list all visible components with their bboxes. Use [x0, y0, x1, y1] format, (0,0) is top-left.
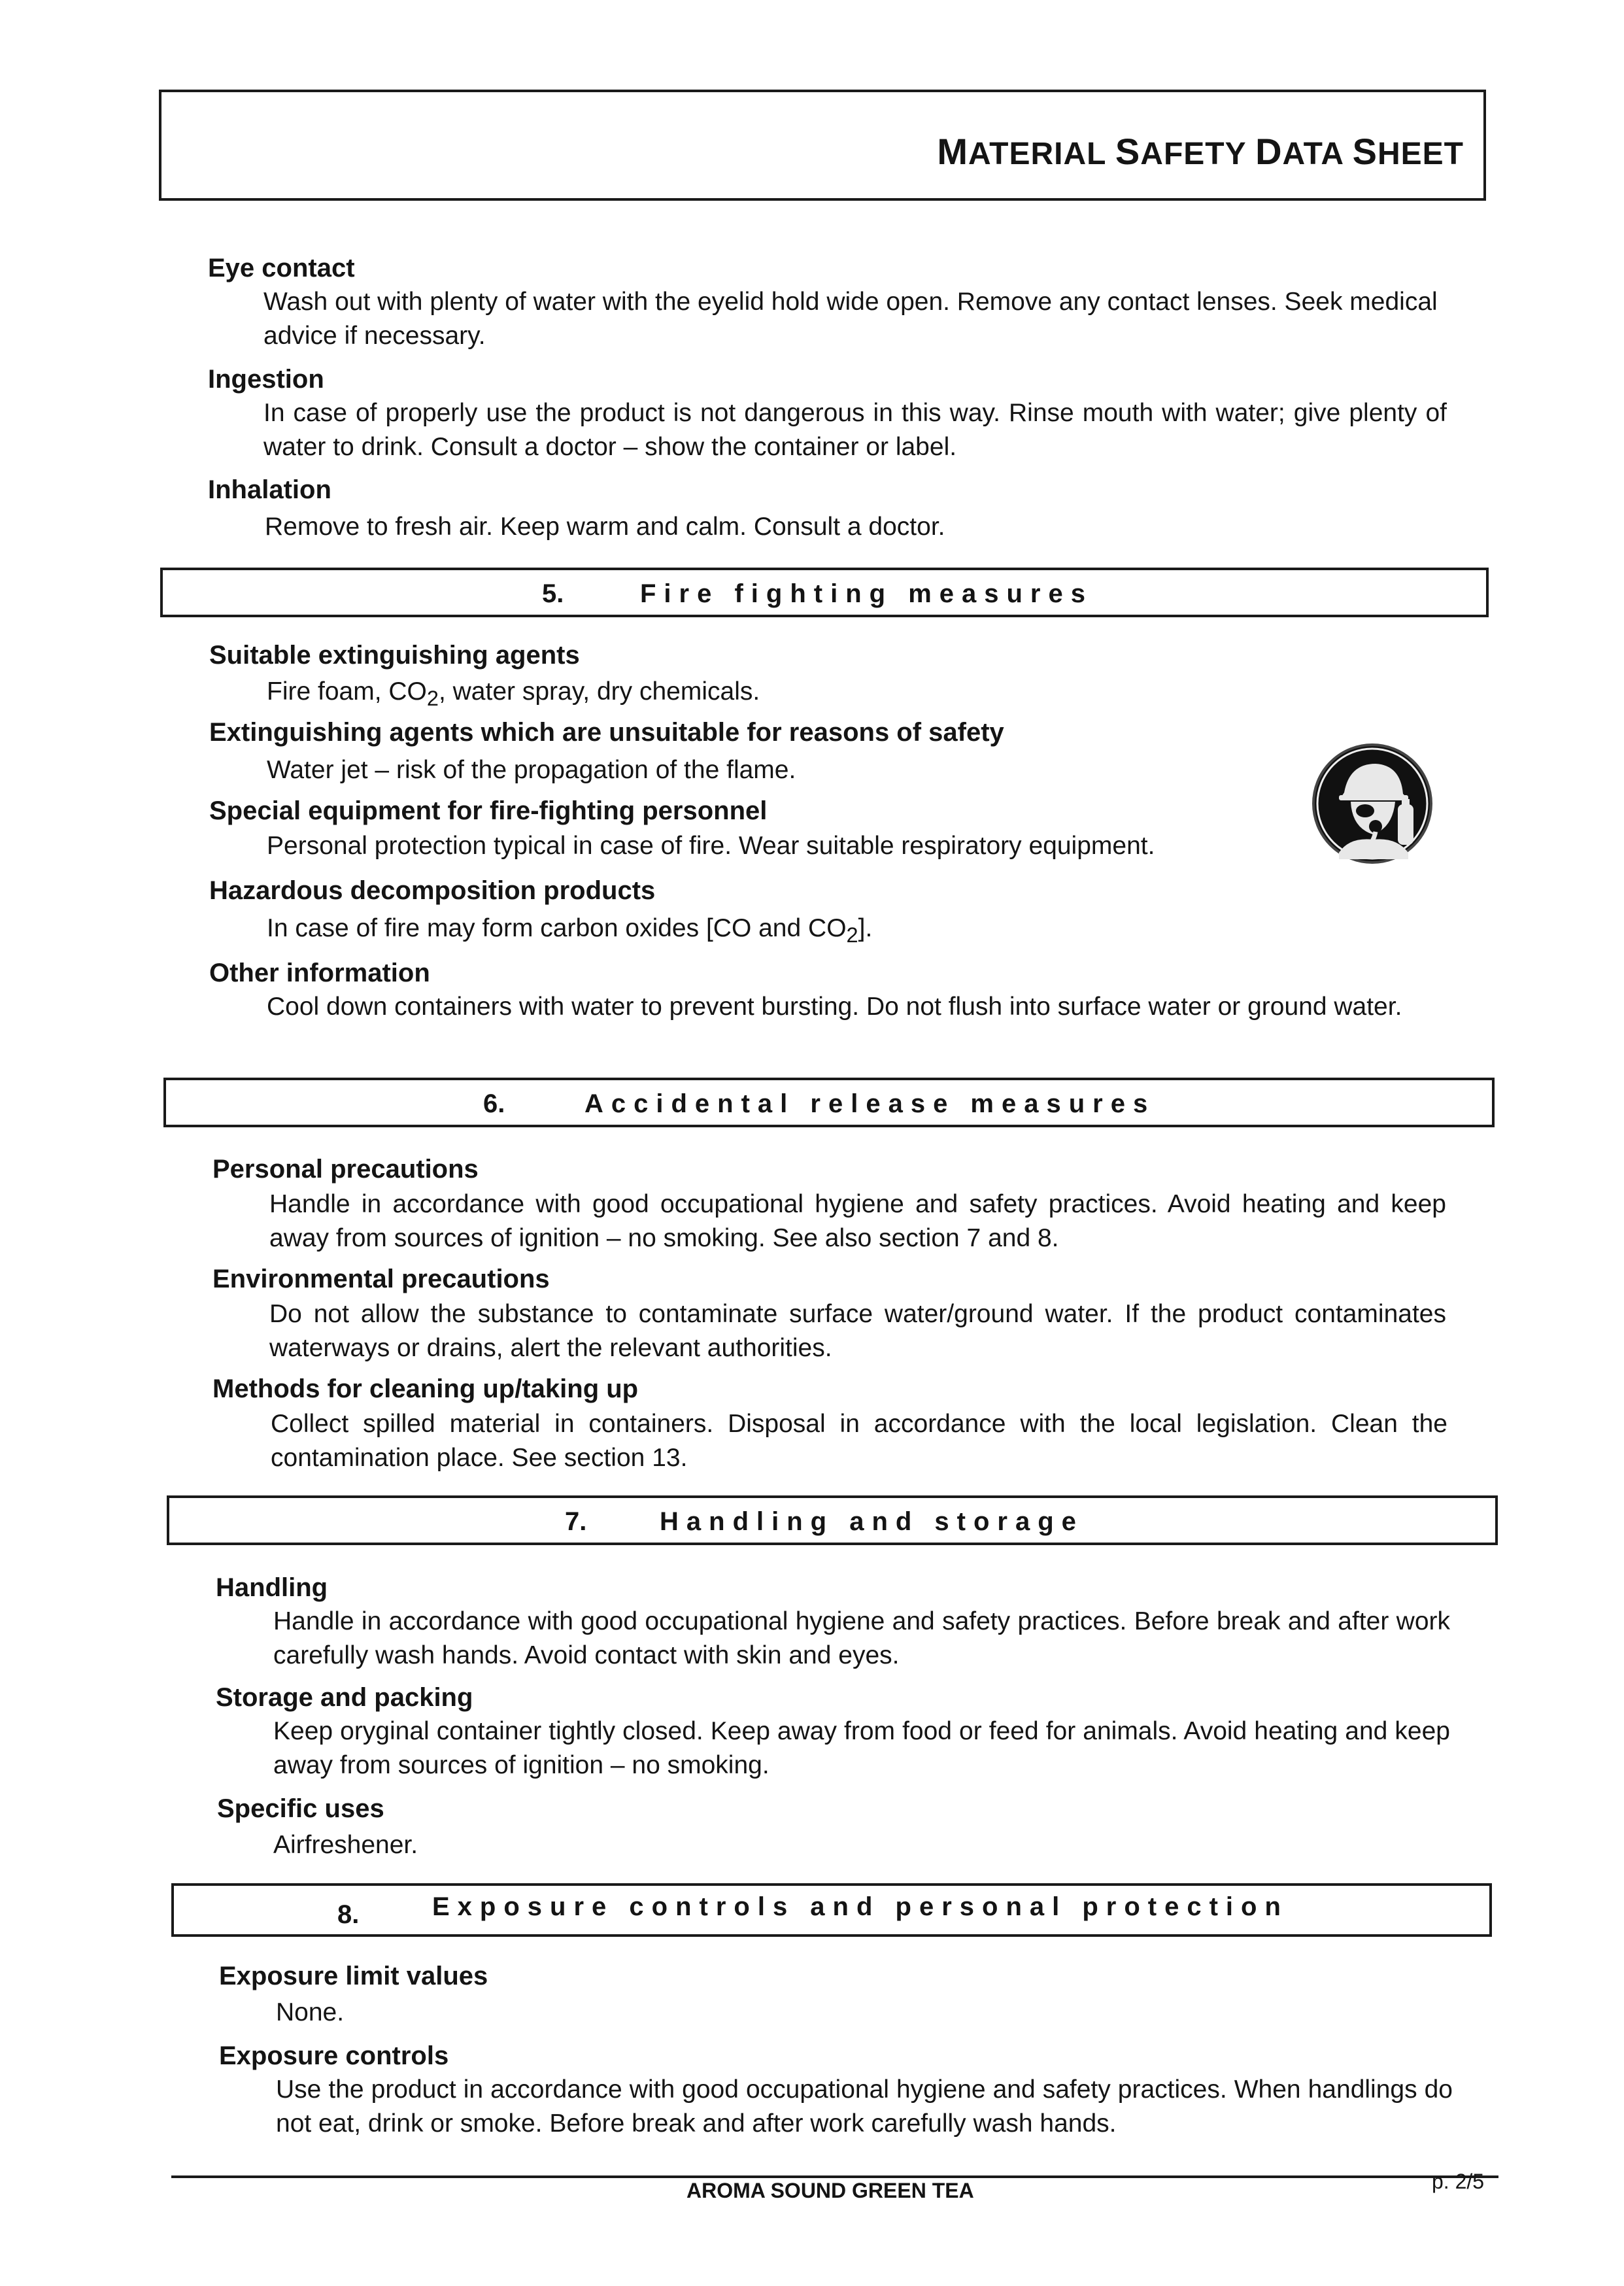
ingestion-title: Ingestion [208, 365, 324, 394]
section-5-header [160, 568, 1489, 617]
storage-packing-text: Keep oryginal container tightly closed. Keep away from food or feed for animals. Avoid heating and keep away from sources of ignition – no smoking. [273, 1717, 1450, 1779]
subscript: 2 [426, 686, 439, 710]
specific-uses-title: Specific uses [217, 1794, 384, 1823]
title-part: D [1255, 131, 1283, 172]
special-equipment-text: Personal protection typical in case of fire. Wear suitable respiratory equipment. [267, 832, 1155, 860]
section-title: Exposure controls and personal protection [432, 1892, 1289, 1921]
other-information-text: Cool down containers with water to prevent bursting. Do not flush into surface water or ground water. [267, 993, 1402, 1021]
section-title: Handling and storage [660, 1507, 1084, 1536]
inhalation-text: Remove to fresh air. Keep warm and calm. Consult a doctor. [265, 513, 945, 541]
eye-contact-title: Eye contact [208, 254, 355, 282]
unsuitable-agents-text: Water jet – risk of the propagation of the flame. [267, 756, 796, 784]
exposure-controls-text: Use the product in accordance with good occupational hygiene and safety practices. When handlings do not eat, drink or smoke. Before break and after work carefully wash hands. [276, 2075, 1453, 2138]
footer-product-name: AROMA SOUND GREEN TEA [686, 2179, 974, 2202]
inhalation-title: Inhalation [208, 475, 331, 504]
exposure-limit-title: Exposure limit values [219, 1962, 488, 1990]
section-number: 6. [483, 1089, 505, 1118]
section-number: 7. [565, 1507, 587, 1536]
section-title: Accidental release measures [584, 1089, 1156, 1118]
exposure-limit-text: None. [276, 1998, 345, 2026]
section-title: Fire fighting measures [640, 579, 1093, 608]
text-run: ]. [858, 914, 873, 942]
title-part: HEET [1377, 137, 1464, 171]
environmental-precautions-text: Do not allow the substance to contaminate surface water/ground water. If the product contaminates waterways or drains, alert the relevant authorities. [269, 1300, 1446, 1362]
title-part: ATERIAL [968, 137, 1115, 171]
exposure-controls-title: Exposure controls [219, 2041, 449, 2070]
decomposition-text [267, 912, 1378, 952]
environmental-precautions-title: Environmental precautions [212, 1265, 550, 1293]
section-6-header [163, 1078, 1495, 1127]
personal-precautions-title: Personal precautions [212, 1155, 479, 1184]
footer-page-number: p. 2/5 [1432, 2170, 1485, 2193]
header-box [159, 90, 1486, 201]
storage-packing-title: Storage and packing [216, 1683, 473, 1712]
respirator-firefighter-icon [1310, 742, 1434, 866]
specific-uses-text: Airfreshener. [273, 1831, 418, 1859]
cleaning-methods-text: Collect spilled material in containers. Disposal in accordance with the local legislation. Clean the contamination place. See section 13. [271, 1410, 1447, 1472]
personal-precautions-text: Handle in accordance with good occupational hygiene and safety practices. Avoid heating and keep away from sources of ignition – no smoking. See also section 7 and 8. [269, 1190, 1446, 1252]
handling-text: Handle in accordance with good occupational hygiene and safety practices. Before break and after work carefully wash hands. Avoid contact with skin and eyes. [273, 1607, 1450, 1669]
text-run: In case of fire may form carbon oxides [CO and CO [267, 914, 847, 942]
title-part: M [937, 131, 969, 172]
title-part: ATA [1282, 137, 1353, 171]
document-title [161, 130, 1464, 173]
eye-contact-text: Wash out with plenty of water with the eyelid hold wide open. Remove any contact lenses. Seek medical advice if necessary. [263, 288, 1438, 350]
section-number: 5. [542, 579, 564, 608]
section-number: 8. [337, 1900, 360, 1929]
decomposition-title: Hazardous decomposition products [209, 876, 656, 905]
handling-title: Handling [216, 1573, 328, 1602]
title-part: AFETY [1140, 137, 1256, 171]
subscript: 2 [846, 923, 858, 947]
title-part: S [1115, 131, 1141, 172]
title-part: S [1352, 131, 1378, 172]
ingestion-text: In case of properly use the product is not dangerous in this way. Rinse mouth with water; give plenty of water to drink. Consult a doctor – show the container or label. [263, 399, 1447, 461]
suitable-agents-text [267, 675, 1444, 715]
text-run: , water spray, dry chemicals. [438, 677, 760, 706]
unsuitable-agents-title: Extinguishing agents which are unsuitable for reasons of safety [209, 718, 1004, 747]
special-equipment-title: Special equipment for fire-fighting personnel [209, 796, 768, 825]
section-8-header [171, 1883, 1492, 1937]
text-run: Fire foam, CO [267, 677, 427, 706]
section-7-header [167, 1495, 1498, 1545]
cleaning-methods-title: Methods for cleaning up/taking up [212, 1374, 639, 1403]
suitable-agents-title: Suitable extinguishing agents [209, 641, 580, 670]
other-information-title: Other information [209, 959, 430, 987]
